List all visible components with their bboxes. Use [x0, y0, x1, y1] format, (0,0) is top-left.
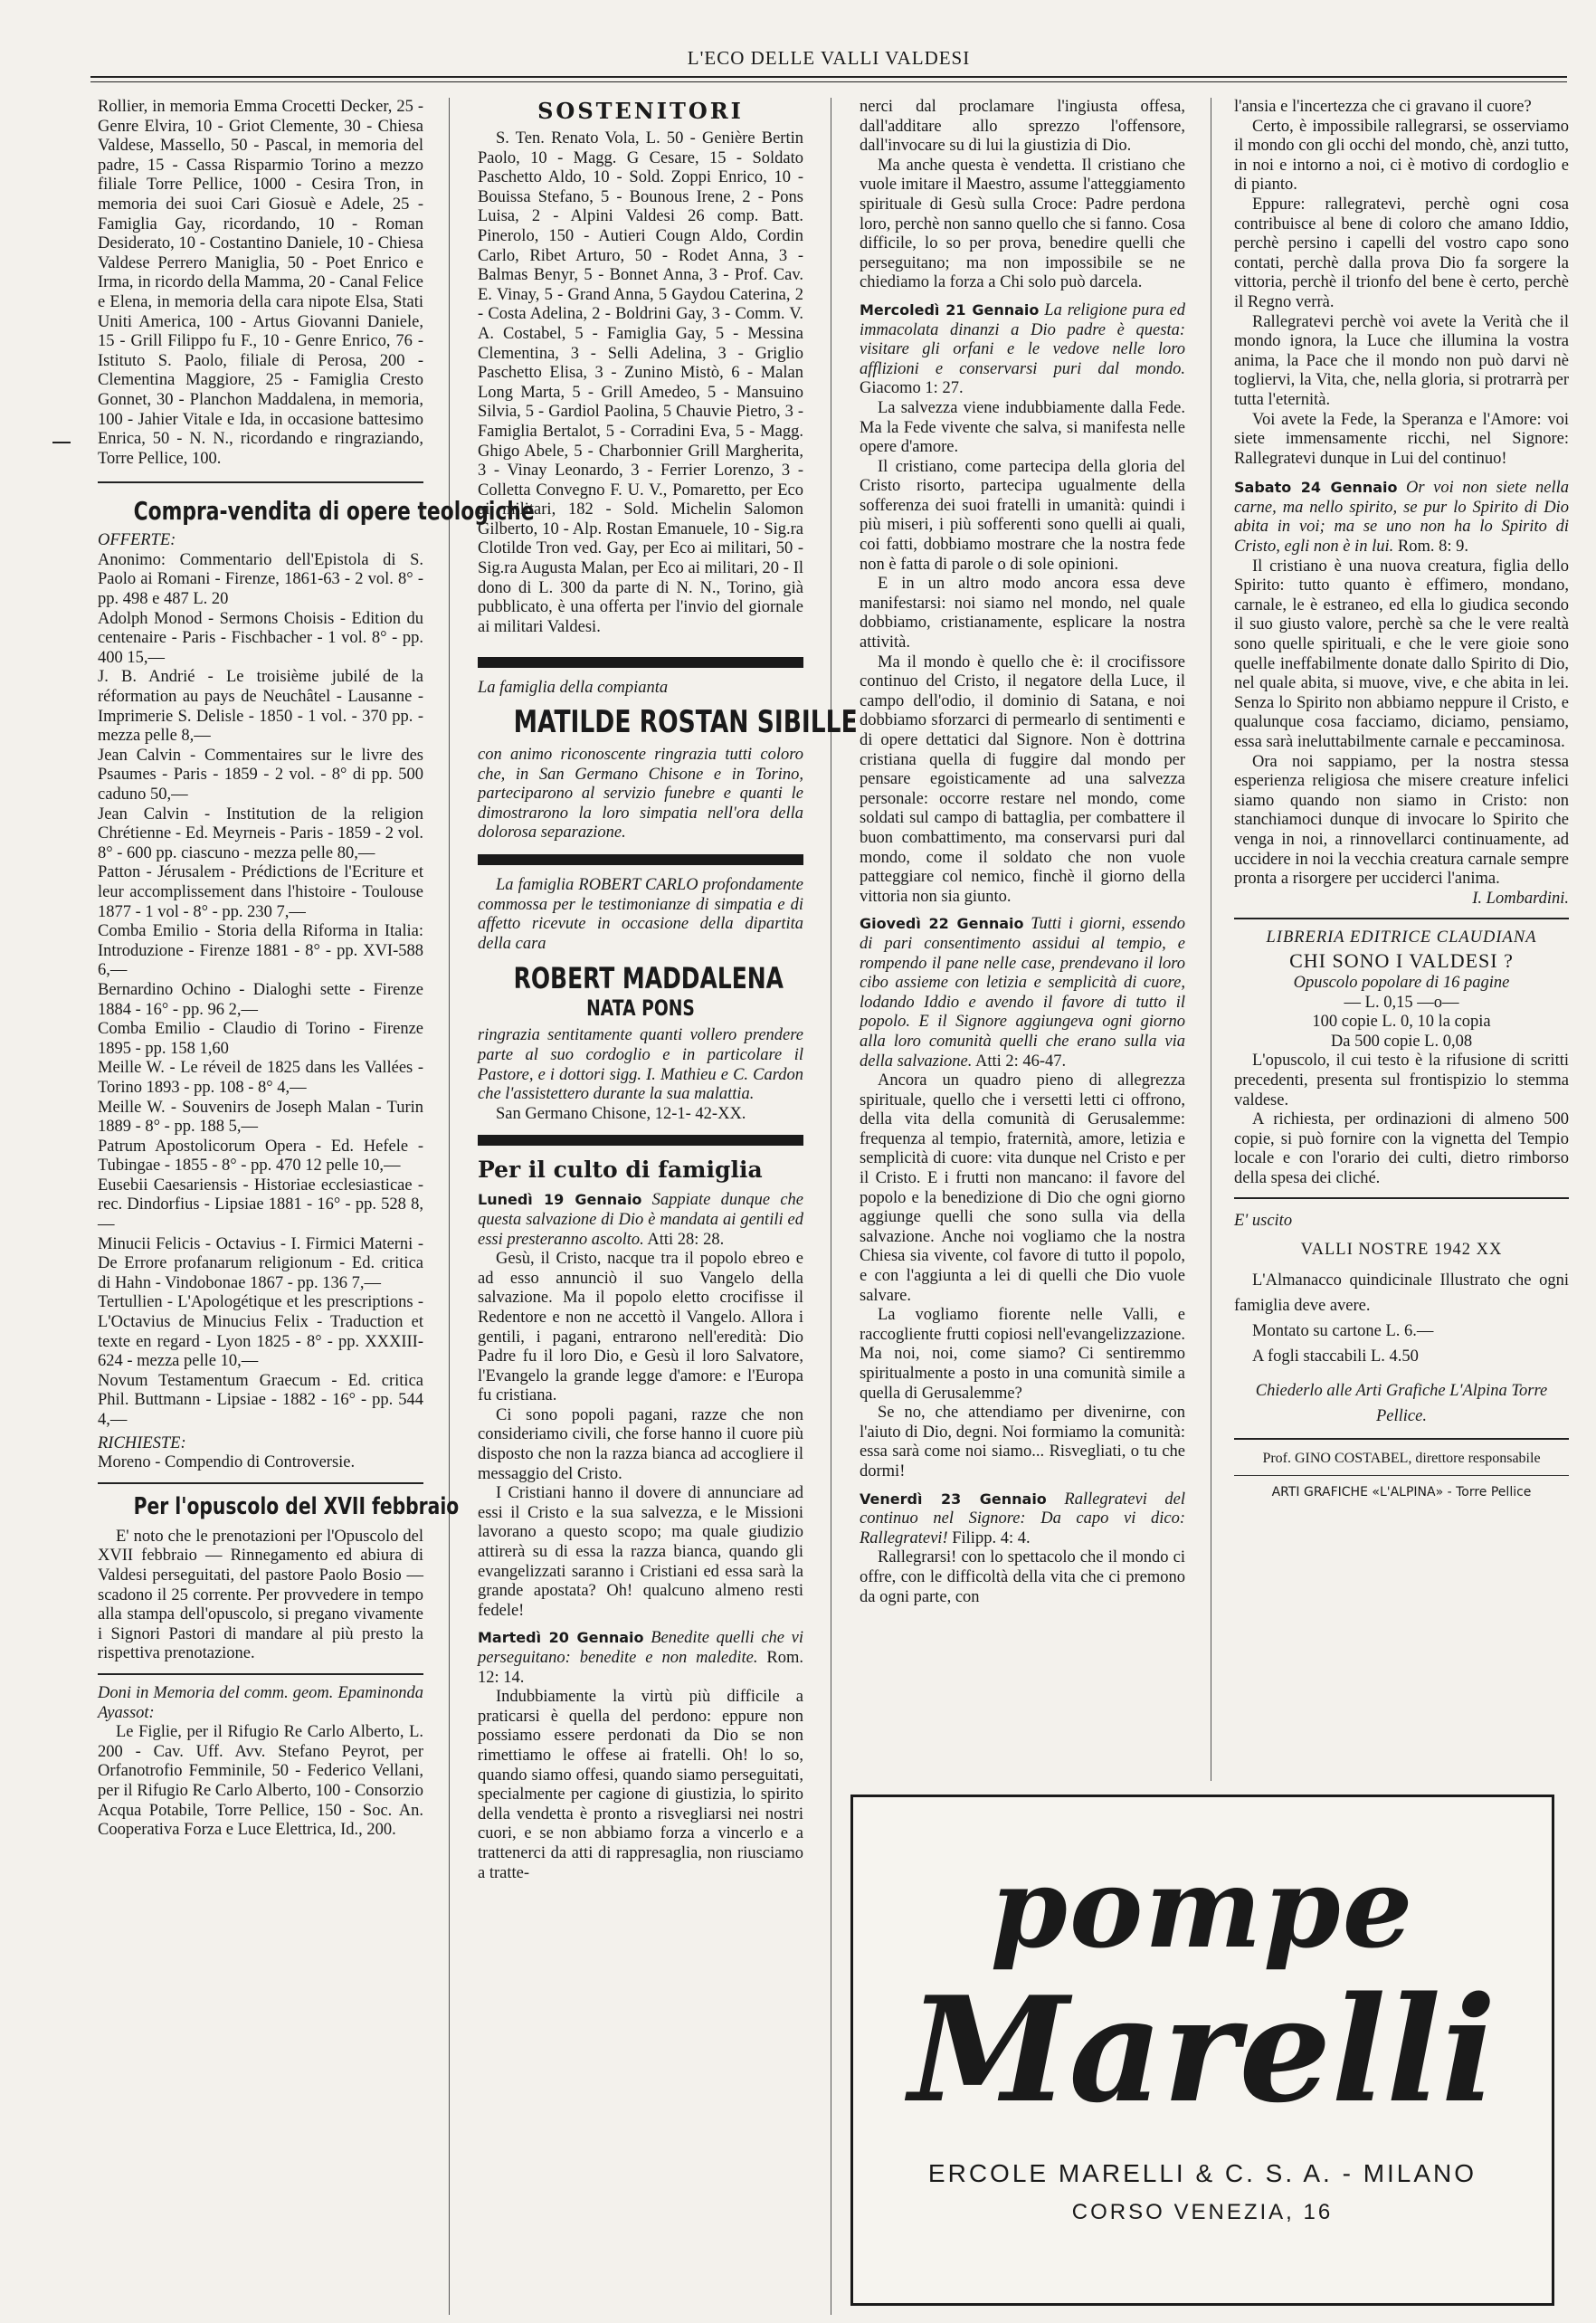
column-3 [860, 98, 1185, 1607]
compra-vendita-title: Compra-vendita di opere teologiche [133, 496, 535, 527]
richieste-label: RICHIESTE: [98, 1433, 186, 1452]
offerte-list [98, 551, 423, 1431]
chi-sono-title: CHI SONO I VALDESI ? [1289, 948, 1514, 972]
almanacco-text: L'Almanacco quindicinale Illustrato che ogni famiglia deve avere. [1234, 1271, 1569, 1315]
list-item: Comba Emilio - Storia della Riforma in Italia: Introduzione - Firenze 1881 - 8° - pp. XVI-588 6,— [98, 922, 423, 980]
rostan-text: con animo riconoscente ringrazia tutti coloro che, in San Germano Chisone e in Torino, parteciparono al servizio funebre e quanti le dimostrarono la loro simpatia nell'ora della dolorosa separazione. [478, 746, 803, 843]
list-item: Meille W. - Le réveil de 1825 dans les Vallées - Torino 1893 - pp. 108 - 8° 4,— [98, 1059, 423, 1097]
column-4 [1234, 98, 1569, 1503]
martedi-cont: nerci dal proclamare l'ingiusta offesa, dall'additare allo sprezzo l'offensore, dall'invocare su di lui la giustizia di Dio. [860, 98, 1185, 156]
sostenitori-title: SOSTENITORI [537, 98, 744, 124]
sabato-text: Il cristiano è una nuova creatura, figlia dello Spirito: tutto quanto è effimero, mondano, carnale, le è estraneo, ed ella lo giudica secondo il suo giusto valore, perchè sa che le vere realtà sono quelle spirituali, e che le vere gioie sono quelle ineffabilmente donate dallo Spirito di Dio, nel quale abita, si muove, vive, e che abita in lei. Senza lo Spirito non abbiamo neppure il Cristo, e qualunque cosa facciamo, diciamo, pensiamo, essa sarà ineluttabilmente carnale e peccaminosa. [1234, 557, 1569, 751]
printer-line: ARTI GRAFICHE «L'ALPINA» - Torre Pellice [1271, 1485, 1532, 1500]
list-item: Jean Calvin - Commentaires sur le livre des Psaumes - Paris - 1859 - 2 vol. - 8° di pp. 500 caduno 50,— [98, 746, 423, 804]
rostan-name: MATILDE ROSTAN SIBILLE [513, 704, 858, 741]
uscito-label: E' uscito [1234, 1212, 1293, 1231]
list-item: Tertullien - L'Apologétique et les prescriptions - L'Octavius de Minucius Felix - Traduction et texte en regard - Lyon 1825 - 8° - pp. XXXIII-624 - mezza pelle 10,— [98, 1293, 423, 1371]
richieste-item: Moreno - Compendio di Controversie. [98, 1453, 356, 1472]
chiederlo-text: Chiederlo alle Arti Grafiche L'Alpina Torre Pellice. [1255, 1381, 1548, 1425]
list-item: Bernardino Ochino - Dialoghi sette - Firenze 1884 - 16° - pp. 96 2,— [98, 980, 423, 1019]
martedi-text: Indubbiamente la virtù più difficile a praticarsi è quella del perdono: eppure non possiamo essere perdonati da Dio se non rimettiamo le offese ai fratelli. Oh! lo so, quando siamo offesi, quando siamo perseguitati, specialmente per cagione di giustizia, lo spirito della vendetta è pronto a risvegliarsi nei nostri cuori, e se non abbiamo forza a vincerlo e a trattenerci da atti di rappresaglia, non riusciamo a tratte- [478, 1688, 803, 1882]
venerdi-text: Rallegrarsi! con lo spettacolo che il mondo ci offre, con le difficoltà della vita che ci premono da ogni parte, con [860, 1548, 1185, 1606]
culto-title: Per il culto di famiglia [478, 1157, 763, 1184]
giovedi-text: La vogliamo fiorente nelle Valli, e raccogliente frutti copiosi nell'evangelizzazione. Ma noi, noi, come siamo? Ci sentiremmo spiritualmente a posto in una comunità simile a quella di Gerusalemme? [860, 1306, 1185, 1403]
day-label: Venerdì 23 Gennaio [860, 1490, 1047, 1508]
libreria-name: LIBRERIA EDITRICE CLAUDIANA [1266, 928, 1537, 947]
list-item: Jean Calvin - Institution de la religion Chrétienne - Ed. Meyrneis - Paris - 1859 - 2 vol. 8° - 600 pp. ciascuno - mezza pelle 80,— [98, 804, 423, 862]
direttore-line: Prof. GINO COSTABEL, direttore responsabile [1262, 1450, 1541, 1466]
lunedi-verse: Lunedì 19 Gennaio Sappiate dunque che questa salvazione di Dio è mandata ai gentili ed essi presteranno ascolto. Atti 28: 28. [478, 1191, 804, 1249]
valli-nostre-title: VALLI NOSTRE 1942 XX [1300, 1241, 1503, 1260]
venerdi-text: Certo, è impossibile rallegrarsi, se osserviamo il mondo con gli occhi del mondo, chè, anzi tutto, in noi e intorno a noi, ci è motivo di cordoglio e di pianto. [1234, 117, 1569, 195]
marelli-ad [850, 1795, 1554, 2306]
margin-mark [52, 442, 71, 443]
divider [98, 1673, 423, 1675]
day-label: Lunedì 19 Gennaio [478, 1191, 642, 1209]
list-item: Meille W. - Souvenirs de Joseph Malan - Turin 1889 - 8° - pp. 188 5,— [98, 1098, 423, 1137]
ad-logo-marelli: Marelli [908, 1965, 1496, 2135]
ad-logo-pompe: pompe [990, 1842, 1415, 1973]
masthead: L'ECO DELLE VALLI VALDESI [687, 47, 971, 69]
richiesta-text: A richiesta, per ordinazioni di almeno 500 copie, si può fornire con la vignetta del Tempio locale e con l'orario dei culti, dietro rimborso della spesa dei cliché. [1234, 1110, 1569, 1187]
opuscolo-popolare: Opuscolo popolare di 16 pagine [1293, 973, 1510, 992]
divider [98, 1482, 423, 1484]
lunedi-text: Gesù, il Cristo, nacque tra il popolo ebreo e ad esso annunciò il suo Vangelo della salvazione. Ma il popolo eletto crocifisse il Redentore e non ne accettò il Vangelo. Allora i gentili, i pagani, entrarono nell'eredità: Dio Padre fu il loro Dio, e Gesù il loro Salvatore, l'Evangelo la grande legge d'amore: e l'Europa fu cristiana. [478, 1250, 803, 1405]
robert-text: ringrazia sentitamente quanti vollero prendere parte al suo cordoglio e in particolare il Pastore, e i dottori sigg. I. Mathieu e C. Cardon che l'assistettero durante la sua malattia. [478, 1026, 803, 1104]
venerdi-text: Voi avete la Fede, la Speranza e l'Amore: voi siete immensamente ricchi, nel Signore: Rallegratevi dunque in Lui del continuo! [1234, 410, 1569, 468]
divider [98, 481, 423, 483]
day-label: Sabato 24 Gennaio [1234, 479, 1398, 497]
mercoledi-text: Ma il mondo è quello che è: il crocifissore continuo del Cristo, il negatore della Luce, il campo dell'odio, il dominio di Satana, e noi dobbiamo sforzarci di permearlo di sentimenti e di opere dettatici dal Signore. Non è dottrina cristiana quella di fuggire dal mondo per pensare egoisticamente ad una salvezza personale: occorre restare nel mondo, come soldati sul campo di battaglia, per combattere il buon combattimento, ma conservarsi puri dal mondo, come il soldato che non vuole patteggiare col nemico, finchè il giorno della vittoria non sia giunto. [860, 652, 1185, 906]
list-item: Patton - Jérusalem - Prédictions de l'Ecriture et leur accomplissement dans l'histoire - Toulouse 1877 - 1 vol - 8° - pp. 230 7,— [98, 863, 423, 921]
mercoledi-text: La salvezza viene indubbiamente dalla Fede. Ma la Fede vivente che salva, si manifesta nelle opere d'amore. [860, 398, 1185, 457]
rostan-intro: La famiglia della compianta [478, 679, 669, 698]
day-label: Martedì 20 Gennaio [478, 1629, 644, 1647]
doni-title: Doni in Memoria del comm. geom. Epaminonda Ayassot: [98, 1683, 423, 1722]
day-label: Mercoledì 21 Gennaio [860, 300, 1040, 319]
price-line: Da 500 copie L. 0,08 [1330, 1032, 1473, 1051]
venerdi-text: Eppure: rallegratevi, perchè ogni cosa contribuisce al bene di coloro che amano Iddio, perchè persino i capelli del vostro capo sono contati, perchè dalla prova Dio fa sorgere la vittoria, perchè il trionfo del bene è certo, perchè il Regno verrà. [1234, 195, 1569, 311]
donations-list: Rollier, in memoria Emma Crocetti Decker, 25 - Genre Elvira, 10 - Griot Clemente, 30 - Chiesa Valdese, Massello, 50 - Pascal, in memoria del padre, 15 - Cassa Risparmio Torino a mezzo filiale Torre Pellice, 1000 - Cesira Tron, in memoria dei suoi Cari Giosuè e Adele, 25 - Famiglia Gay, ricordando, 10 - Roman Desiderato, 10 - Costantino Daniele, 10 - Chiesa Valdese Perrero Maniglia, 50 - Poet Enrico e Irma, in ricordo della Mamma, 20 - Canal Felice e Elena, in memoria della cara nipote Elsa, Stati Uniti America, 100 - Artus Giovanni Daniele, 15 - Grill Filippo fu F., 10 - Genre Enrico, 76 - Istituto S. Paolo, filiale di Perosa, 200 - Clementina Maggiore, 25 - Famiglia Cresto Gonnet, 30 - Planchon Maddalena, in memoria, 100 - Jahier Vitale e Ida, in occasione battesimo Enrica, 50 - N. N., ricordando e ringraziando, Torre Pellice, 100. [98, 98, 423, 468]
opuscolo-title: Per l'opuscolo del XVII febbraio [133, 1492, 460, 1520]
robert-name-nata: NATA PONS [586, 995, 695, 1022]
mercoledi-text: Il cristiano, come partecipa della gloria del Cristo risorto, partecipa ugualmente della sofferenza dei suoi fratelli in umanità: quindi i più miseri, i più sofferenti sono quelli ai quali, coi fatti, dobbiamo mostrare che la nostra fede non è fatta di parole o di sole opinioni. [860, 457, 1185, 574]
ad-address: CORSO VENEZIA, 16 [1071, 2200, 1334, 2224]
signature: I. Lombardini. [1472, 889, 1569, 908]
masthead-rule-bottom [90, 81, 1567, 82]
list-item: J. B. Andrié - Le troisième jubilé de la réformation au pays de Neuchâtel - Lausanne - Imprimerie S. Delisle - 1850 - 1 vol. - 370 pp. - mezza pelle 8,— [98, 668, 423, 746]
list-item: Novum Testamentum Graecum - Ed. critica Phil. Buttmann - Lipsiae - 1882 - 16° - pp. 544 4,— [98, 1371, 423, 1429]
day-label: Giovedì 22 Gennaio [860, 915, 1024, 933]
price-line: Montato su cartone L. 6.— [1252, 1321, 1434, 1340]
list-item: Eusebii Caesariensis - Historiae ecclesiasticae - rec. Dindorfius - Lipsiae 1881 - 16° - pp. 528 8,— [98, 1176, 423, 1234]
column-rule [449, 98, 450, 2315]
offerte-label: OFFERTE: [98, 531, 176, 550]
divider [478, 657, 803, 668]
sabato-verse: Sabato 24 Gennaio Or voi non siete nella carne, ma nello spirito, se pur lo Spirito di Dio abita in voi; ma se uno non ha lo Spirito di Cristo, egli non è in lui. Rom. 8: 9. [1234, 479, 1570, 557]
divider [478, 854, 803, 865]
venerdi-cont: l'ansia e l'incertezza che ci gravano il cuore? [1234, 98, 1532, 116]
giovedi-text: Ancora un quadro pieno di allegrezza spirituale, quello che i versetti letti ci offrono, della vita della comunità di Gerusalemme: frequenza al tempio, fraternità, amore, letizia e semplicità di cuore: vita dunque nel Cristo e per il Cristo. E i frutti non mancano: il favore del popolo e la benedizione di Dio che ogni giorno aggiunge quelli che sono sulla via della salvazione. Anche noi vogliamo che la nostra Chiesa sia vivente, col favore di tutto il popolo, e con l'aggiunta a lei di quelli che Dio vuole salvare. [860, 1071, 1185, 1305]
price-line: A fogli staccabili L. 4.50 [1252, 1347, 1419, 1366]
martedi-verse: Martedì 20 Gennaio Benedite quelli che vi perseguitano: benedite e non maledite. Rom. 12: 14. [478, 1629, 804, 1687]
price-line: — L. 0,15 —o— [1344, 993, 1459, 1012]
list-item: Minucii Felicis - Octavius - I. Firmici Materni - De Errore profanarum religionum - Ed. critica di Hahn - Vindobonae 1867 - pp. 136 7,— [98, 1234, 423, 1292]
divider [478, 1135, 803, 1146]
opuscolo-description: L'opuscolo, il cui testo è la rifusione di scritti precedenti, presenta sul frontispizio lo stemma valdese. [1234, 1052, 1569, 1109]
divider [1234, 918, 1569, 919]
divider [1234, 1475, 1569, 1476]
list-item: Comba Emilio - Claudio di Torino - Firenze 1895 - pp. 158 1,60 [98, 1020, 423, 1058]
column-1 [98, 98, 535, 1841]
ad-company: ERCOLE MARELLI & C. S. A. - MILANO [927, 2159, 1477, 2187]
giovedi-verse: Giovedì 22 Gennaio Tutti i giorni, essendo di pari consentimento assidui al tempio, e rompendo il pane nelle case, prendevano il loro cibo assieme con letizia e semplicità di cuore, lodando Iddio e avendo il favore di tutto il popolo. E il Signore aggiungeva ogni giorno alla loro comunità quelli che erano sulla via della salvazione. Atti 2: 46-47. [860, 915, 1185, 1071]
robert-name: ROBERT MADDALENA [513, 961, 784, 996]
divider [1234, 1438, 1569, 1440]
sabato-text: Ora noi sappiamo, per la nostra stessa esperienza religiosa che misere creature infelici siamo quando non siamo in Cristo: non stanchiamoci dunque di invocare lo Spirito che venga in noi, a rinnovellarci continuamente, ad uccidere in noi la vecchia creatura carnale sempre pronta a risorgere per ucciderci l'anima. [1234, 752, 1569, 889]
lunedi-text: Ci sono popoli pagani, razze che non consideriamo civili, che forse hanno il cuore più disposto che non la razza bianca ad accogliere il messaggio del Cristo. [478, 1405, 803, 1483]
price-line: 100 copie L. 0, 10 la copia [1312, 1013, 1491, 1032]
column-2 [478, 98, 858, 1883]
mercoledi-text: E in un altro modo ancora essa deve manifestarsi: noi siamo nel mondo, nel quale dobbiamo, cristianamente, esplicare la nostra attività. [860, 575, 1185, 652]
venerdi-verse: Venerdì 23 Gennaio Rallegratevi del continuo nel Signore: Da capo vi dico: Rallegratevi! Filipp. 4: 4. [860, 1490, 1186, 1547]
robert-intro: La famiglia ROBERT CARLO profondamente commossa per le testimonianze di simpatia e di affetto ricevute in occasione della dipartita della cara [478, 876, 803, 953]
venerdi-text: Rallegratevi perchè voi avete la Verità che il mondo ignora, la Luce che illumina la vostra anima, la Pace che il mondo non può darvi nè togliervi, la Vita, che, nella gloria, si protrarrà per tutta l'eternità. [1234, 312, 1569, 409]
sostenitori-text: S. Ten. Renato Vola, L. 50 - Genière Bertin Paolo, 10 - Magg. G Cesare, 15 - Soldato Paschetto Aldo, 10 - Sold. Zoppi Enrico, 10 - Bouissa Stefano, 5 - Bounous Irene, 2 - Pons Luisa, 2 - Alpini Valdesi 26 comp. Batt. Pinerolo, 150 - Autieri Cougn Aldo, Cordin Carlo, Ribet Arturo, 50 - Rodet Anna, 3 - Balmas Benyr, 5 - Bonnet Anna, 3 - Prof. Cav. E. Vinay, 5 - Grand Anna, 5 Gaydou Caterina, 2 - Costa Adelina, 2 - Boldrini Gay, 3 - Comm. V. A. Costabel, 5 - Famiglia Gay, 5 - Messina Clementina, 3 - Selli Adelina, 3 - Griglio Paschetto Elisa, 3 - Zunino Mistò, 6 - Malan Long Marta, 5 - Grill Amedeo, 5 - Mansuino Silvia, 5 - Gardiol Paolina, 5 Chauvie Pietro, 3 - Famiglia Bertalot, 5 - Corradini Eva, 5 - Magg. Ghigo Abele, 5 - Charbonnier Grill Margherita, 3 - Vinay Leonardo, 3 - Ferrier Lorenzo, 3 - Colletta Convegno F. U. V., Pomaretto, per Eco ai militari, 182 - Sold. Michelin Salomon Gilberto, 10 - Alp. Rostan Emanuele, 10 - Sig.ra Clotilde Tron ved. Gay, per Eco ai militari, 50 - Sig.ra Augusta Malan, per Eco ai militari, 20 - Il dono di L. 300 da parte di N. N., Torino, già pubblicato, è una offerta per l'invio del giornale ai militari Valdesi. [478, 129, 803, 636]
masthead-rule-top [90, 76, 1567, 78]
list-item: Adolph Monod - Sermons Choisis - Edition du centenaire - Paris - Fischbacher - 1 vol. 8° - pp. 400 15,— [98, 609, 423, 667]
robert-place: San Germano Chisone, 12-1- 42-XX. [496, 1104, 746, 1123]
list-item: Patrum Apostolicorum Opera - Ed. Hefele - Tubingae - 1855 - 8° - pp. 470 12 pelle 10,— [98, 1137, 423, 1176]
list-item: Anonimo: Commentario dell'Epistola di S. Paolo ai Romani - Firenze, 1861-63 - 2 vol. 8° - pp. 498 e 487 L. 20 [98, 550, 423, 609]
martedi-text: Ma anche questa è vendetta. Il cristiano che vuole imitare il Maestro, assume l'atteggiamento spirituale di Gesù sulla Croce: Padre perdona loro, perchè non sanno quello che si fanno. Cosa difficile, lo so per prova, benedire quelli che perseguitano; ma non impossibile se ne chiediamo la forza a Chi solo può darcela. [860, 156, 1185, 292]
giovedi-text: Se no, che attendiamo per divenirne, con l'aiuto di Dio, degni. Noi formiamo la comunità: essa sarà come noi siamo... Risvegliati, o tu che dormi! [860, 1404, 1185, 1480]
divider [1234, 1197, 1569, 1199]
doni-text: Le Figlie, per il Rifugio Re Carlo Alberto, L. 200 - Cav. Uff. Avv. Stefano Peyrot, per Orfanotrofio Femminile, 50 - Federico Vellani, per il Rifugio Re Carlo Alberto, 100 - Consorzio Acqua Potabile, Torre Pellice, 150 - Soc. An. Cooperativa Forza e Luce Elettrica, Id., 200. [98, 1723, 423, 1840]
mercoledi-verse: Mercoledì 21 Gennaio La religione pura ed immacolata dinanzi a Dio padre è questa: visitare gli orfani e le vedove nelle loro afflizioni e conservarsi puri dal mondo. Giacomo 1: 27. [860, 300, 1185, 398]
opuscolo-text: E' noto che le prenotazioni per l'Opuscolo del XVII febbraio — Rinnegamento ed abiura di Valdesi perseguitati, del pastore Paolo Bosio — scadono il 25 corrente. Per provvedere in tempo alla stampa dell'opuscolo, si pregano vivamente i Signori Pastori di mandare al più presto la rispettiva prenotazione. [98, 1527, 423, 1663]
lunedi-text: I Cristiani hanno il dovere di annunciare ad essi il Cristo e la sua salvezza, e le Missioni lavorano a questo scopo; ma quale giudizio attirerà su di essa la razza bianca, quando gli evangelizzati saranno i Cristiani ed essa sarà la grande apostata? Oh! qualcuno almeno resti fedele! [478, 1484, 803, 1620]
